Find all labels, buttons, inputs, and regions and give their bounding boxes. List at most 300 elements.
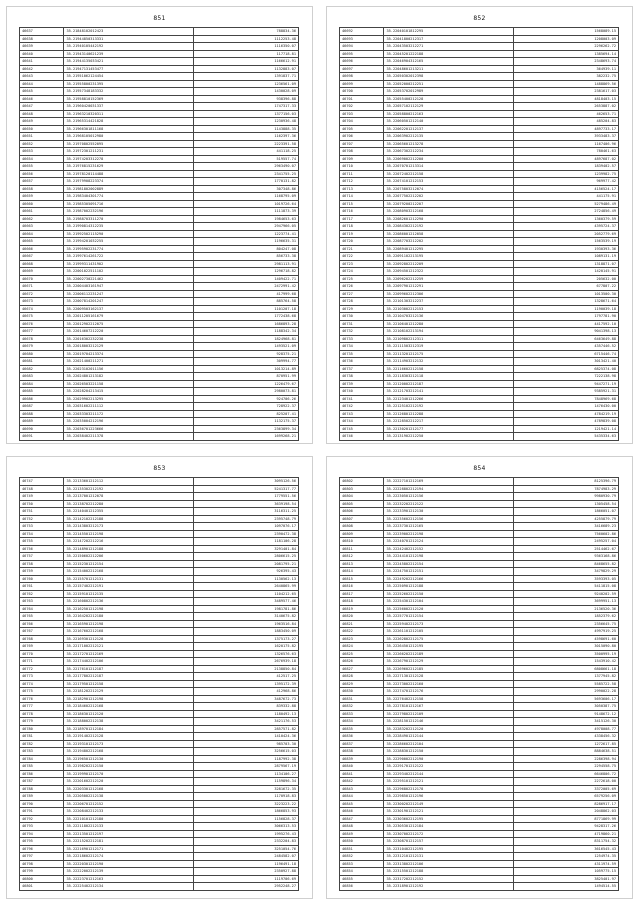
table-row <box>20 620 299 628</box>
table-row <box>20 193 299 201</box>
coordinate-cell: 35.22162501212198 <box>64 605 193 613</box>
coordinate-cell: 35.22283202212120 <box>384 725 513 733</box>
table-row <box>20 725 299 733</box>
row-id-cell: 46740 <box>340 388 384 396</box>
table-row <box>340 523 619 531</box>
table-row <box>340 883 619 891</box>
table-row <box>340 388 619 396</box>
coordinate-cell: 35.22172701212169 <box>64 650 193 658</box>
value-cell: 2296262.72 <box>513 43 618 51</box>
coordinate-cell: 35.22050302012398 <box>384 73 513 81</box>
value-cell: 1162397.36 <box>193 133 298 141</box>
table-row <box>340 260 619 268</box>
value-cell: 2806615.25 <box>193 553 298 561</box>
row-id-cell: 46723 <box>340 260 384 268</box>
row-id-cell: 46680 <box>20 350 64 358</box>
row-id-cell: 46750 <box>20 500 64 508</box>
table-row <box>340 343 619 351</box>
coordinate-cell: 35.22259402212173 <box>384 620 513 628</box>
coordinate-cell: 35.21981802002889 <box>64 185 193 193</box>
value-cell: 1963516.84 <box>193 620 298 628</box>
table-row <box>20 545 299 553</box>
coordinate-cell: 35.22254301212104 <box>384 598 513 606</box>
coordinate-cell: 35.22223701212163 <box>64 875 193 883</box>
coordinate-cell: 35.22035004212196 <box>64 418 193 426</box>
table-row <box>340 410 619 418</box>
value-cell: 1930393.36 <box>513 245 618 253</box>
row-id-cell: 46658 <box>20 185 64 193</box>
coordinate-cell: 35.22216901212171 <box>64 845 193 853</box>
table-row <box>340 695 619 703</box>
table-row <box>20 785 299 793</box>
value-cell: 6646806.72 <box>513 770 618 778</box>
value-cell: 1130562.13 <box>193 575 298 583</box>
coordinate-cell: 35.22133601212112 <box>64 478 193 486</box>
coordinate-cell: 35.21968105012980 <box>64 133 193 141</box>
value-cell: 8311754.32 <box>513 838 618 846</box>
value-cell: 1686893.28 <box>193 320 298 328</box>
value-cell: 1296718.82 <box>193 268 298 276</box>
value-cell: 1493521.09 <box>193 343 298 351</box>
value-cell: 1568089.15 <box>513 28 618 36</box>
row-id-cell: 46784 <box>20 755 64 763</box>
row-id-cell: 46803 <box>340 485 384 493</box>
value-cell: 7848969.68 <box>513 395 618 403</box>
row-id-cell: 46716 <box>340 208 384 216</box>
table-row <box>340 268 619 276</box>
value-cell: 2223391.58 <box>193 140 298 148</box>
table-row <box>340 208 619 216</box>
value-cell: 1168795.09 <box>193 193 298 201</box>
row-id-cell: 46651 <box>20 133 64 141</box>
coordinate-cell: 35.22318901212192 <box>384 883 513 891</box>
coordinate-cell: 35.21848102012423 <box>64 28 193 36</box>
row-id-cell: 46720 <box>340 238 384 246</box>
table-row <box>20 680 299 688</box>
row-id-cell: 46763 <box>20 598 64 606</box>
row-id-cell: 46736 <box>340 358 384 366</box>
value-cell: 1395172.39 <box>193 680 298 688</box>
table-row <box>20 643 299 651</box>
table-row <box>20 560 299 568</box>
row-id-cell: 46748 <box>20 485 64 493</box>
value-cell: 1089131.19 <box>513 253 618 261</box>
value-cell: 3116311.25 <box>193 508 298 516</box>
row-id-cell: 46685 <box>20 388 64 396</box>
row-id-cell: 46809 <box>340 530 384 538</box>
value-cell: 2356645.75 <box>513 620 618 628</box>
row-id-cell: 46804 <box>340 493 384 501</box>
row-id-cell: 46745 <box>340 425 384 433</box>
row-id-cell: 46662 <box>20 215 64 223</box>
value-cell: 1385694.14 <box>513 50 618 58</box>
row-id-cell: 46801 <box>20 883 64 891</box>
value-cell: 8468655.82 <box>513 560 618 568</box>
coordinate-cell: 35.22113201212175 <box>384 350 513 358</box>
row-id-cell: 46659 <box>20 193 64 201</box>
row-id-cell: 46782 <box>20 740 64 748</box>
table-row <box>20 298 299 306</box>
value-cell: 3251054.76 <box>193 845 298 853</box>
table-row <box>20 575 299 583</box>
value-cell: 1236561.09 <box>193 80 298 88</box>
value-cell: 1488869.56 <box>513 80 618 88</box>
coordinate-cell: 35.22233901212130 <box>384 508 513 516</box>
row-id-cell: 46726 <box>340 283 384 291</box>
row-id-cell: 46808 <box>340 523 384 531</box>
row-id-cell: 46762 <box>20 590 64 598</box>
table-row <box>340 770 619 778</box>
table-row <box>20 125 299 133</box>
data-table <box>19 477 299 891</box>
table-row <box>20 208 299 216</box>
table-row <box>20 380 299 388</box>
coordinate-cell: 35.21972301211231 <box>64 148 193 156</box>
value-cell: 1981781.86 <box>193 605 298 613</box>
row-id-cell: 46722 <box>340 253 384 261</box>
coordinate-cell: 35.22237301212165 <box>384 523 513 531</box>
value-cell: 1104212.65 <box>193 590 298 598</box>
value-cell: 1409422.71 <box>193 275 298 283</box>
value-cell: 2381617.03 <box>513 88 618 96</box>
coordinate-cell: 35.22313802212106 <box>384 860 513 868</box>
coordinate-cell: 35.22040101812295 <box>384 28 513 36</box>
table-row <box>340 733 619 741</box>
table-row <box>340 200 619 208</box>
table-row <box>340 395 619 403</box>
coordinate-cell: 35.22182901212198 <box>64 695 193 703</box>
coordinate-cell: 35.21957348183332 <box>64 88 193 96</box>
data-table <box>339 477 619 891</box>
table-row <box>20 673 299 681</box>
row-id-cell: 46817 <box>340 590 384 598</box>
row-id-cell: 46833 <box>340 710 384 718</box>
coordinate-cell: 35.22288301212150 <box>384 748 513 756</box>
table-row <box>20 403 299 411</box>
table-row <box>340 155 619 163</box>
value-cell: 2947966.05 <box>193 223 298 231</box>
row-id-cell: 46670 <box>20 275 64 283</box>
row-id-cell: 46755 <box>20 538 64 546</box>
row-id-cell: 46765 <box>20 613 64 621</box>
row-id-cell: 46700 <box>340 88 384 96</box>
row-id-cell: 46774 <box>20 680 64 688</box>
row-id-cell: 46838 <box>340 748 384 756</box>
value-cell: 4395724.37 <box>513 223 618 231</box>
coordinate-cell: 35.22138702212280 <box>64 500 193 508</box>
row-id-cell: 46686 <box>20 395 64 403</box>
value-cell: 9363168.86 <box>513 553 618 561</box>
value-cell: 2724856.49 <box>513 208 618 216</box>
value-cell: 2484582.07 <box>193 853 298 861</box>
table-row <box>340 425 619 433</box>
value-cell: 2272618.00 <box>513 778 618 786</box>
value-cell: 5411815.08 <box>513 583 618 591</box>
value-cell: 1563539.19 <box>513 238 618 246</box>
table-row <box>340 125 619 133</box>
row-id-cell: 46742 <box>340 403 384 411</box>
table-row <box>340 290 619 298</box>
table-row <box>340 785 619 793</box>
coordinate-cell: 35.22186301212120 <box>64 710 193 718</box>
row-id-cell: 46846 <box>340 808 384 816</box>
table-row <box>340 298 619 306</box>
row-id-cell: 46640 <box>20 50 64 58</box>
table-row <box>340 845 619 853</box>
table-row <box>20 808 299 816</box>
document-page-4 <box>326 456 633 899</box>
coordinate-cell: 35.22300202212149 <box>384 800 513 808</box>
coordinate-cell: 35.22072402212158 <box>384 170 513 178</box>
row-id-cell: 46780 <box>20 725 64 733</box>
row-id-cell: 46691 <box>20 433 64 441</box>
table-row <box>340 800 619 808</box>
row-id-cell: 46731 <box>340 320 384 328</box>
table-row <box>340 815 619 823</box>
value-cell: 1013214.89 <box>193 365 298 373</box>
value-cell: 2640865.99 <box>193 583 298 591</box>
coordinate-cell: 35.22125102212192 <box>384 403 513 411</box>
row-id-cell: 46729 <box>340 305 384 313</box>
row-id-cell: 46674 <box>20 305 64 313</box>
table-row <box>340 823 619 831</box>
coordinate-cell: 35.22315501212188 <box>384 868 513 876</box>
coordinate-cell: 35.22196501212130 <box>64 755 193 763</box>
coordinate-cell: 35.22033303211172 <box>64 410 193 418</box>
coordinate-cell: 35.21958810152369 <box>64 95 193 103</box>
table-row <box>340 650 619 658</box>
value-cell: 985703.30 <box>193 740 298 748</box>
table-row <box>20 590 299 598</box>
row-id-cell: 46853 <box>340 860 384 868</box>
row-id-cell: 46753 <box>20 523 64 531</box>
table-row <box>340 620 619 628</box>
row-id-cell: 46671 <box>20 283 64 291</box>
table-row <box>20 508 299 516</box>
value-cell: 3479829.29 <box>513 568 618 576</box>
row-id-cell: 46687 <box>20 403 64 411</box>
row-id-cell: 46825 <box>340 650 384 658</box>
table-row <box>340 508 619 516</box>
coordinate-cell: 35.22296802212178 <box>384 785 513 793</box>
table-row <box>340 853 619 861</box>
table-row <box>20 853 299 861</box>
coordinate-cell: 35.22128502212217 <box>384 418 513 426</box>
table-row <box>20 335 299 343</box>
coordinate-cell: 35.22286602212104 <box>384 740 513 748</box>
table-row <box>340 740 619 748</box>
coordinate-cell: 35.22024801213182 <box>64 373 193 381</box>
row-id-cell: 46649 <box>20 118 64 126</box>
value-cell: 3050387.75 <box>513 703 618 711</box>
row-id-cell: 46655 <box>20 163 64 171</box>
table-row <box>340 95 619 103</box>
coordinate-cell: 35.22279802212109 <box>384 710 513 718</box>
row-id-cell: 46639 <box>20 43 64 51</box>
page-title: 852 <box>473 15 486 22</box>
coordinate-cell: 35.22023102011156 <box>64 365 193 373</box>
row-id-cell: 46768 <box>20 635 64 643</box>
value-cell: 3372005.69 <box>513 785 618 793</box>
coordinate-cell: 35.22094501212322 <box>384 268 513 276</box>
table-row <box>340 43 619 51</box>
value-cell: 1883450.09 <box>193 628 298 636</box>
table-row <box>340 350 619 358</box>
table-row <box>20 718 299 726</box>
table-row <box>20 343 299 351</box>
value-cell: 1797781.90 <box>513 313 618 321</box>
table-row <box>340 515 619 523</box>
row-id-cell: 46815 <box>340 575 384 583</box>
table-row <box>20 320 299 328</box>
row-id-cell: 46703 <box>340 110 384 118</box>
value-cell: 1824968.81 <box>193 335 298 343</box>
coordinate-cell: 35.22016302232238 <box>64 335 193 343</box>
value-cell: 7560602.86 <box>513 530 618 538</box>
value-cell: 3500995.19 <box>513 650 618 658</box>
row-id-cell: 46796 <box>20 845 64 853</box>
value-cell: 1984653.63 <box>193 215 298 223</box>
row-id-cell: 46641 <box>20 58 64 66</box>
table-row <box>340 680 619 688</box>
table-row <box>340 253 619 261</box>
value-cell: 1494514.55 <box>513 883 618 891</box>
table-row <box>20 838 299 846</box>
value-cell: 1208003.09 <box>513 35 618 43</box>
table-row <box>340 860 619 868</box>
row-id-cell: 46699 <box>340 80 384 88</box>
value-cell: 4598691.60 <box>513 635 618 643</box>
value-cell: 1170918.83 <box>193 793 298 801</box>
row-id-cell: 46663 <box>20 223 64 231</box>
coordinate-cell: 35.22147202212216 <box>64 538 193 546</box>
coordinate-cell: 35.22203301212168 <box>64 785 193 793</box>
value-cell: 3291401.84 <box>193 545 298 553</box>
data-table <box>339 27 619 441</box>
row-id-cell: 46701 <box>340 95 384 103</box>
coordinate-cell: 35.22063902212135 <box>384 133 513 141</box>
table-row <box>20 388 299 396</box>
table-row <box>20 868 299 876</box>
value-cell: 6463649.88 <box>513 335 618 343</box>
row-id-cell: 46665 <box>20 238 64 246</box>
row-id-cell: 46819 <box>340 605 384 613</box>
coordinate-cell: 35.22019704213374 <box>64 350 193 358</box>
row-id-cell: 46677 <box>20 328 64 336</box>
row-id-cell: 46775 <box>20 688 64 696</box>
table-row <box>20 58 299 66</box>
value-cell: 2332204.83 <box>193 838 298 846</box>
table-row <box>20 845 299 853</box>
coordinate-cell: 35.22097901212291 <box>384 283 513 291</box>
coordinate-cell: 35.22043503212271 <box>384 43 513 51</box>
row-id-cell: 46811 <box>340 545 384 553</box>
coordinate-cell: 35.22160802212136 <box>64 598 193 606</box>
value-cell: 1430028.09 <box>193 88 298 96</box>
coordinate-cell: 35.22140401212355 <box>64 508 193 516</box>
coordinate-cell: 35.22018003212129 <box>64 343 193 351</box>
coordinate-cell: 35.22142102212188 <box>64 515 193 523</box>
table-row <box>340 365 619 373</box>
row-id-cell: 46822 <box>340 628 384 636</box>
row-id-cell: 46835 <box>340 725 384 733</box>
table-row <box>340 830 619 838</box>
value-cell: 382232.75 <box>513 73 618 81</box>
value-cell: 1196491.18 <box>193 860 298 868</box>
table-row <box>340 140 619 148</box>
value-cell: 1230936.48 <box>193 118 298 126</box>
table-row <box>20 485 299 493</box>
table-row <box>20 395 299 403</box>
row-id-cell: 46672 <box>20 290 64 298</box>
row-id-cell: 46679 <box>20 343 64 351</box>
table-row <box>20 523 299 531</box>
row-id-cell: 46777 <box>20 703 64 711</box>
value-cell: 4338456.32 <box>513 733 618 741</box>
coordinate-cell: 35.21979908223374 <box>64 178 193 186</box>
coordinate-cell: 35.22235602212156 <box>384 515 513 523</box>
value-cell: 9240202.59 <box>513 590 618 598</box>
row-id-cell: 46790 <box>20 800 64 808</box>
row-id-cell: 46847 <box>340 815 384 823</box>
row-id-cell: 46746 <box>340 433 384 441</box>
value-cell: 1328671.64 <box>513 298 618 306</box>
row-id-cell: 46844 <box>340 793 384 801</box>
table-row <box>340 275 619 283</box>
value-cell: 3256615.03 <box>193 748 298 756</box>
coordinate-cell: 35.22269602212185 <box>384 665 513 673</box>
row-id-cell: 46785 <box>20 763 64 771</box>
coordinate-cell: 35.22106401212280 <box>384 320 513 328</box>
value-cell: 788834.36 <box>193 28 298 36</box>
coordinate-cell: 35.21944135033421 <box>64 58 193 66</box>
table-row <box>340 73 619 81</box>
value-cell: 1019726.64 <box>193 200 298 208</box>
table-row <box>340 358 619 366</box>
row-id-cell: 46849 <box>340 830 384 838</box>
coordinate-cell: 35.22114903212132 <box>384 358 513 366</box>
row-id-cell: 46786 <box>20 770 64 778</box>
row-id-cell: 46645 <box>20 88 64 96</box>
coordinate-cell: 35.22257701212154 <box>384 613 513 621</box>
table-row <box>20 605 299 613</box>
coordinate-cell: 35.22307002212172 <box>384 830 513 838</box>
coordinate-cell: 35.22230501212156 <box>384 493 513 501</box>
value-cell: 4719860.21 <box>513 830 618 838</box>
row-id-cell: 46764 <box>20 605 64 613</box>
table-row <box>340 148 619 156</box>
table-row <box>340 215 619 223</box>
row-id-cell: 46741 <box>340 395 384 403</box>
page-title: 854 <box>473 465 486 472</box>
coordinate-cell: 35.22074101212153 <box>384 178 513 186</box>
row-id-cell: 46760 <box>20 575 64 583</box>
page-title: 853 <box>153 465 166 472</box>
coordinate-cell: 35.22167602212168 <box>64 628 193 636</box>
coordinate-cell: 35.21963210320311 <box>64 110 193 118</box>
document-page-3 <box>6 456 313 899</box>
value-cell: 5435334.63 <box>513 433 618 441</box>
value-cell: 3699951.13 <box>513 598 618 606</box>
row-id-cell: 46820 <box>340 613 384 621</box>
table-row <box>20 373 299 381</box>
value-cell: 804247.08 <box>193 245 298 253</box>
row-id-cell: 46646 <box>20 95 64 103</box>
value-cell: 2857571.82 <box>193 725 298 733</box>
table-row <box>20 350 299 358</box>
row-id-cell: 46707 <box>340 140 384 148</box>
value-cell: 3487672.73 <box>193 695 298 703</box>
